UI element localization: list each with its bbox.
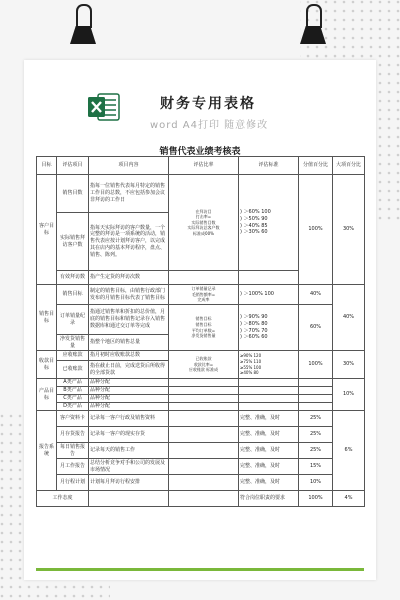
collection-score: 100% (299, 351, 333, 379)
item-content: 指在截止日前，完成送货后所收得的全部货款 (89, 361, 169, 379)
document-title: 销售代表业绩考核表 (159, 147, 241, 157)
item-content: 记录每一客户的现实存货 (89, 427, 169, 443)
standard-line: ) ＞40% 85 (240, 222, 268, 229)
standard-line: ) ＞90% 90 (240, 314, 268, 320)
section-label-customer: 客户目标 (37, 175, 57, 285)
item-content: 品种分配 (89, 387, 169, 395)
empty-cell (169, 395, 239, 403)
ratio-part: 销售目标 (195, 316, 212, 322)
table-row (37, 459, 365, 475)
collection-ratio (169, 351, 239, 379)
footer-accent-bar (36, 568, 364, 571)
table-row (37, 403, 365, 411)
item-content: 记录每天的销售工作 (89, 443, 169, 459)
customer-ratio-formula (169, 175, 239, 271)
item-name: 已收账款 (57, 361, 89, 379)
report-weight: 6% (333, 411, 365, 491)
item-standard: 完整、准确，及时 (239, 443, 299, 459)
empty-cell (169, 427, 239, 443)
standard-line: ) ＞70% 70 (240, 327, 268, 334)
table-row (37, 305, 365, 335)
empty-cell (169, 475, 239, 491)
col-header-score: 分值百分比 (299, 157, 333, 175)
page-title: 财务专用表格 (160, 96, 256, 112)
table-row (37, 427, 365, 443)
col-header-content: 项目内容 (89, 157, 169, 175)
sales-score-2: 60% (299, 305, 333, 351)
item-content: 指每天实际拜访的客户数量，一个完整的拜访是一项系统的活动，销售代表应按计划拜访客户，以完成其在店内的基本拜访程序，盘点、销售、陈列。 (89, 213, 169, 271)
section-label-attitude: 工作态度 (37, 491, 89, 507)
item-standard: 完整、准确，及时 (239, 475, 299, 491)
empty-cell (169, 491, 239, 507)
customer-weight: 30% (333, 175, 365, 285)
collection-weight: 30% (333, 351, 365, 379)
table-header-row (37, 157, 365, 175)
section-label-collection: 收款目标 (37, 351, 57, 379)
ratio-part: 平均订单数= (191, 327, 216, 333)
ratio-numerator: 在拜访目 (195, 208, 212, 214)
sales-weight: 40% (333, 285, 365, 351)
ratio-part: 毛销售额率= (191, 291, 216, 297)
ratio-label: 打击率= (195, 214, 212, 220)
standard-line: ≥40% 80 (240, 370, 259, 376)
item-name: 订单销量纪录 (57, 305, 89, 335)
standard-line: ) ＞30% 60 (240, 229, 268, 236)
ratio-part: 已收账款 (195, 356, 212, 362)
sales-ratio-1 (169, 285, 239, 305)
empty-cell (299, 387, 333, 395)
item-content: 指月初时应收账款总数 (89, 351, 169, 361)
empty-cell (299, 379, 333, 387)
sales-standards-2 (239, 305, 299, 351)
empty-cell (239, 387, 299, 395)
table-row (37, 351, 365, 361)
table-row (37, 491, 365, 507)
item-name: D类产品 (57, 403, 89, 411)
ratio-part: 净发货销售量 (191, 333, 216, 339)
item-name: 每日销售报告 (57, 443, 89, 459)
item-content: 品种分配 (89, 379, 169, 387)
empty-cell (169, 403, 239, 411)
ratio-part: 收款比率= (193, 361, 214, 367)
col-header-target: 目标 (37, 157, 57, 175)
item-name: A类产品 (57, 379, 89, 387)
ratio-part: 完成率 (197, 297, 210, 303)
item-standard: 完整、准确，及时 (239, 411, 299, 427)
item-name: 月行程计划 (57, 475, 89, 491)
customer-score: 100% (299, 175, 333, 285)
section-label-sales: 销售目标 (37, 285, 57, 351)
table-row (37, 395, 365, 403)
item-content: 计划每月拜访行程安排 (89, 475, 169, 491)
item-content: 指每一位销售代表每月特定的销售工作目的总数，不应包括参加会议非拜访的工作日 (89, 175, 169, 213)
item-score: 25% (299, 427, 333, 443)
item-name: 月存货报告 (57, 427, 89, 443)
table-row (37, 175, 365, 213)
ratio-denominator: 实际销售目数 (191, 219, 216, 225)
empty-cell (89, 491, 169, 507)
item-name: 销售目数 (57, 175, 89, 213)
empty-cell (169, 387, 239, 395)
table-row (37, 285, 365, 305)
document-sheet (24, 60, 376, 580)
empty-cell (239, 271, 299, 285)
item-name: 销售目标 (57, 285, 89, 305)
standard-line: ) ＞60% 100 (240, 209, 271, 215)
item-standard: 完整、准确，及时 (239, 427, 299, 443)
attitude-weight: 4% (333, 491, 365, 507)
item-name: B类产品 (57, 387, 89, 395)
attitude-standard: 符合岗位职责的要求 (239, 491, 299, 507)
item-content: 指整个地区的销售总量 (89, 335, 169, 351)
standard-line: ) ＞80% 80 (240, 320, 268, 327)
item-name: 有效拜访数 (57, 271, 89, 285)
item-name: 客户资料卡 (57, 411, 89, 427)
customer-standards (239, 175, 299, 271)
ratio-numerator-2: 实际拜访总客户数 (187, 225, 220, 231)
item-standard: 完整、准确，及时 (239, 459, 299, 475)
sales-standard-1: ) ＞100% 100 (239, 285, 299, 305)
item-name: 实际销售拜访客户数 (57, 213, 89, 271)
empty-cell (169, 459, 239, 475)
standard-line: ) ＞50% 90 (240, 215, 268, 222)
table-row (37, 379, 365, 387)
col-header-standard: 评估标准 (239, 157, 299, 175)
table-row (37, 387, 365, 395)
sales-score-1: 40% (299, 285, 333, 305)
empty-cell (169, 379, 239, 387)
col-header-ratio: 评估比率 (169, 157, 239, 175)
section-label-report: 报告系统 (37, 411, 57, 491)
empty-cell (169, 411, 239, 427)
empty-cell (239, 379, 299, 387)
ratio-part: 应收账款 标准成 (188, 367, 219, 373)
empty-cell (169, 271, 239, 285)
collection-standards (239, 351, 299, 379)
item-name: 月工作报告 (57, 459, 89, 475)
section-label-product: 产品目标 (37, 379, 57, 411)
table-row (37, 443, 365, 459)
table-row (37, 475, 365, 491)
table-row (37, 411, 365, 427)
item-name: 应收账款 (57, 351, 89, 361)
standard-line: ) ＞60% 60 (240, 334, 268, 341)
attitude-score: 100% (299, 491, 333, 507)
empty-cell (239, 403, 299, 411)
item-content: 指产生定货的拜访次数 (89, 271, 169, 285)
ratio-part: 订单销量记录 (191, 286, 216, 292)
empty-cell (299, 403, 333, 411)
item-content: 记录每一客户行政及销售资料 (89, 411, 169, 427)
item-score: 10% (299, 475, 333, 491)
item-score: 15% (299, 459, 333, 475)
binder-clip-icon (70, 4, 96, 44)
empty-cell (169, 443, 239, 459)
excel-icon (88, 92, 120, 122)
item-content: 制定的销售目标，由销售行政部门发布的月销售目标代表了销售目标 (89, 285, 169, 305)
item-content: 品种分配 (89, 403, 169, 411)
product-weight: 10% (333, 379, 365, 411)
empty-cell (239, 395, 299, 403)
item-content: 品种分配 (89, 395, 169, 403)
item-score: 25% (299, 411, 333, 427)
col-header-item: 评估项目 (57, 157, 89, 175)
item-name: C类产品 (57, 395, 89, 403)
standard-line: ≥90% 120 (240, 353, 262, 359)
empty-cell (299, 395, 333, 403)
col-header-weight: 大项百分比 (333, 157, 365, 175)
appraisal-table (36, 156, 365, 507)
item-content: 总结分析竞争对手和公司的发展及市场情况 (89, 459, 169, 475)
ratio-part: 销售目标 (195, 321, 212, 327)
standard-line: ≥55% 100 (240, 364, 262, 370)
page-subtitle: word A4打印 随意修改 (150, 120, 269, 131)
item-name: 净发货销售量 (57, 335, 89, 351)
standard-line: ≥75% 110 (240, 358, 262, 364)
item-score: 25% (299, 443, 333, 459)
binder-clip-icon (300, 4, 326, 44)
item-content: 指通过销售单和折扣的总价值，月底的销售目标和销售记录存入销售数据库和通过交订单等完成 (89, 305, 169, 335)
sales-ratio-2 (169, 305, 239, 351)
ratio-denominator-2: 标准成00% (193, 230, 214, 236)
